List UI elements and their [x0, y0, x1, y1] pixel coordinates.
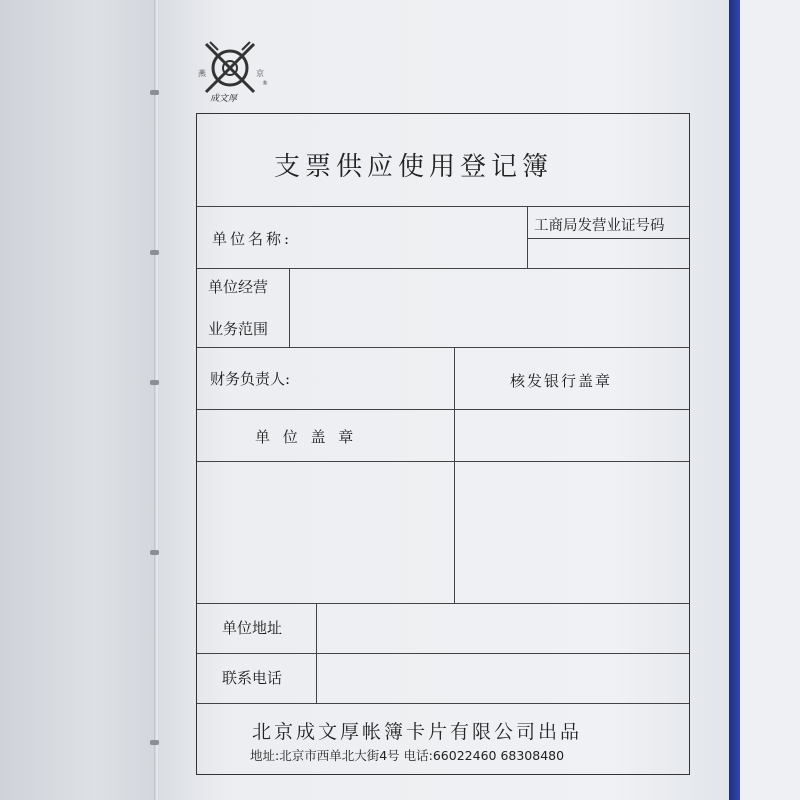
form-divider: [527, 206, 528, 268]
form-divider: [197, 409, 689, 410]
form-divider: [197, 268, 689, 269]
contact-phone-label: 联系电话: [222, 669, 283, 687]
form-divider: [197, 461, 689, 462]
finance-manager-label: 财务负责人:: [210, 370, 291, 388]
bank-seal-label: 核发银行盖章: [510, 372, 613, 390]
business-scope-label-line2: 业务范围: [208, 320, 269, 338]
unit-name-label: 单位名称:: [212, 230, 293, 248]
business-scope-label-line1: 单位经营: [208, 278, 269, 296]
form-divider: [197, 603, 689, 604]
unit-address-label: 单位地址: [222, 619, 283, 637]
form-divider: [527, 238, 689, 239]
form-title: 支票供应使用登记簿: [274, 152, 554, 182]
form-divider: [289, 268, 290, 347]
binding-stitch: [150, 250, 159, 255]
binding-stitch: [150, 380, 159, 385]
publisher-address-line: 地址:北京市西单北大街4号 电话:66022460 68308480: [250, 748, 565, 763]
license-number-label: 工商局发营业证号码: [534, 218, 665, 234]
form-divider: [454, 347, 455, 603]
registered-mark: ®: [262, 80, 268, 87]
left-page: [0, 0, 157, 800]
form-divider: [197, 347, 689, 348]
logo-brand-name: 成文厚: [210, 94, 238, 104]
form-divider: [197, 653, 689, 654]
logo-right-char: 京: [256, 69, 264, 78]
logo-left-char: 燕: [198, 69, 206, 78]
form-divider: [197, 703, 689, 704]
form-divider: [316, 603, 317, 703]
background: [740, 0, 800, 800]
binding-stitch: [150, 550, 159, 555]
unit-seal-label: 单 位 盖 章: [255, 428, 358, 446]
publisher-line: 北京成文厚帐簿卡片有限公司出品: [252, 721, 583, 743]
form-divider: [197, 206, 689, 207]
binding-stitch: [150, 90, 159, 95]
binding-stitch: [150, 740, 159, 745]
